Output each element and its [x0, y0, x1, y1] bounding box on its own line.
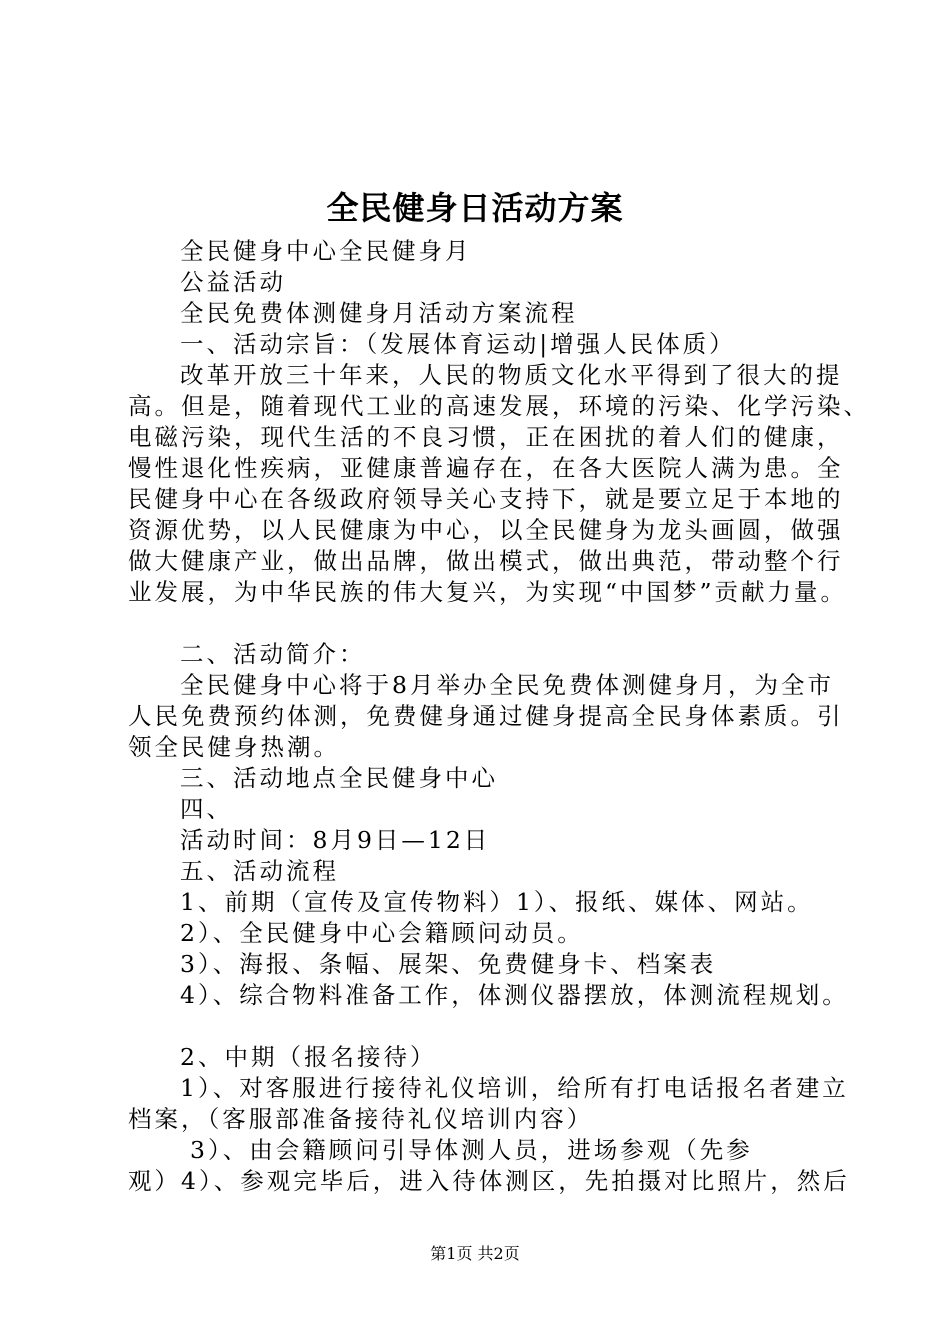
text-line: 资源优势，以人民健康为中心，以全民健身为龙头画圆，做强	[128, 516, 844, 544]
text-line: 高。但是，随着现代工业的高速发展，环境的污染、化学污染、	[128, 392, 870, 420]
text-line: 全民免费体测健身月活动方案流程	[180, 299, 578, 327]
text-line: 慢性退化性疾病，亚健康普遍存在，在各大医院人满为患。全	[128, 454, 844, 482]
document-title: 全民健身日活动方案	[326, 189, 624, 227]
text-line: 三、活动地点全民健身中心	[180, 764, 498, 792]
text-line: 档案，（客服部准备接待礼仪培训内容）	[128, 1105, 594, 1133]
text-line: 全民健身中心将于8月举办全民免费体测健身月，为全市	[180, 671, 834, 699]
text-line: 电磁污染，现代生活的不良习惯，正在困扰的着人们的健康，	[128, 423, 844, 451]
text-line: 五、活动流程	[180, 857, 339, 885]
page-footer: 第1页 共2页	[430, 1244, 520, 1263]
blank-line	[128, 608, 840, 639]
text-line: 1、前期（宣传及宣传物料）1）、报纸、媒体、网站。	[180, 888, 814, 916]
text-line: 3）、海报、条幅、展架、免费健身卡、档案表	[180, 950, 717, 978]
text-line: 2）、全民健身中心会籍顾问动员。	[180, 919, 584, 947]
text-line: 人民免费预约体测，免费健身通过健身提高全民身体素质。引	[128, 702, 844, 730]
text-line: 一、活动宗旨：（发展体育运动|增强人民体质）	[180, 330, 736, 358]
text-line: 全民健身中心全民健身月	[180, 237, 472, 265]
text-line: 业发展，为中华民族的伟大复兴，为实现“中国梦”贡献力量。	[128, 578, 848, 606]
text-line: 二、活动简介：	[180, 640, 366, 668]
text-line: 改革开放三十年来，人民的物质文化水平得到了很大的提	[180, 361, 843, 389]
text-line: 活动时间：8月9日—12日	[180, 826, 491, 854]
text-line: 2、中期（报名接待）	[180, 1043, 437, 1071]
text-line: 公益活动	[180, 268, 286, 296]
text-line: 1）、对客服进行接待礼仪培训，给所有打电话报名者建立	[180, 1074, 849, 1102]
text-line: 3）、由会籍顾问引导体测人员，进场参观（先参	[190, 1136, 753, 1164]
blank-line	[128, 1011, 840, 1042]
text-line: 4）、综合物料准备工作，体测仪器摆放，体测流程规划。	[180, 981, 849, 1009]
text-line: 做大健康产业，做出品牌，做出模式，做出典范，带动整个行	[128, 547, 844, 575]
text-line: 领全民健身热潮。	[128, 733, 340, 761]
text-line: 观）4）、参观完毕后，进入待体测区，先拍摄对比照片，然后	[128, 1167, 850, 1195]
text-line: 四、	[180, 795, 233, 823]
document-body	[128, 236, 870, 1197]
text-line: 民健身中心在各级政府领导关心支持下，就是要立足于本地的	[128, 485, 844, 513]
